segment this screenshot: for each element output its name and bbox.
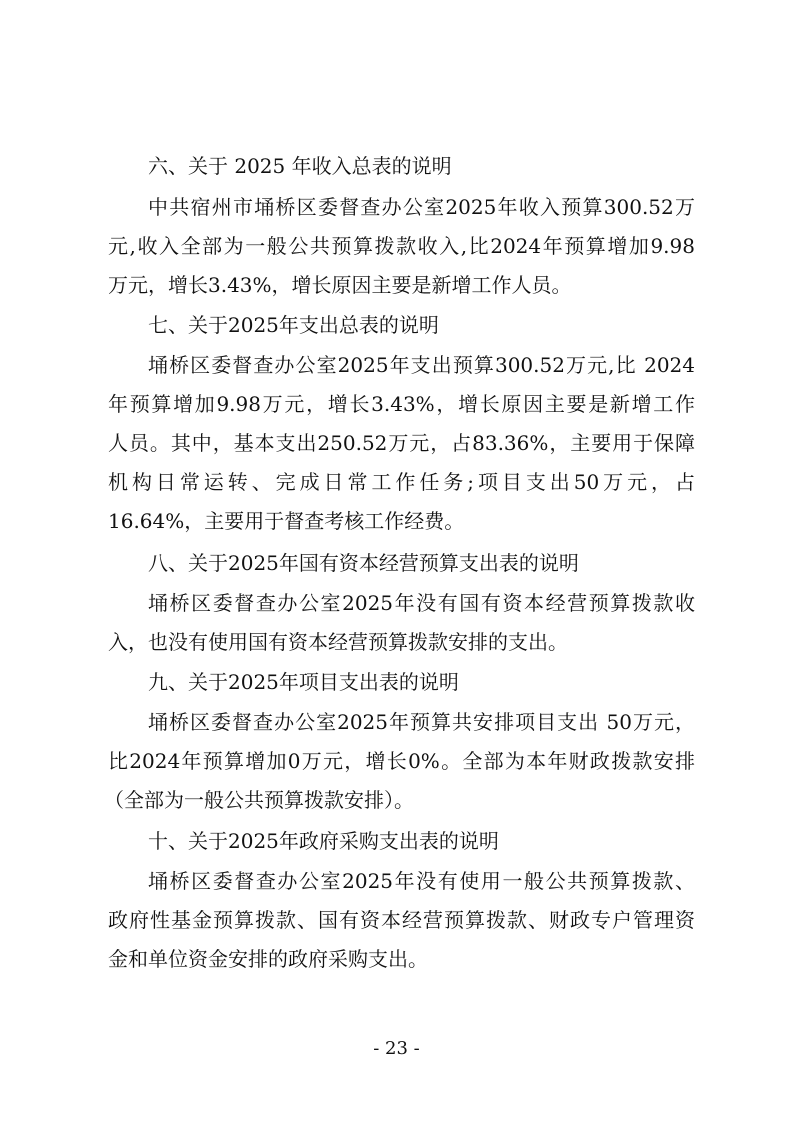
section-heading-8: 八、关于2025年国有资本经营预算支出表的说明: [148, 551, 579, 575]
paragraph-line: 万元，增长3.43%，增长原因主要是新增工作人员。: [108, 273, 572, 297]
paragraph-line: （全部为一般公共预算拨款安排）。: [104, 788, 414, 812]
paragraph-line: 埇桥区委督查办公室2025年没有国有资本经营预算拨款收: [148, 591, 695, 615]
paragraph-line: 入，也没有使用国有资本经营预算拨款安排的支出。: [108, 630, 568, 654]
section-heading-9: 九、关于2025年项目支出表的说明: [148, 670, 459, 694]
paragraph-line: 埇桥区委督查办公室2025年预算共安排项目支出 50万元，: [148, 710, 695, 734]
paragraph-line: 16.64%，主要用于督查考核工作经费。: [108, 509, 465, 533]
paragraph-line: 金和单位资金安排的政府采购支出。: [108, 947, 428, 971]
paragraph-line: 机构日常运转、完成日常工作任务;项目支出50万元，占: [108, 470, 695, 494]
page-number: - 23 -: [373, 1038, 420, 1059]
paragraph-line: 比2024年预算增加0万元，增长0%。全部为本年财政拨款安排: [108, 749, 695, 773]
section-heading-10: 十、关于2025年政府采购支出表的说明: [148, 829, 499, 853]
section-heading-7: 七、关于2025年支出总表的说明: [148, 313, 439, 337]
paragraph-line: 人员。其中，基本支出250.52万元，占83.36%，主要用于保障: [108, 431, 695, 455]
paragraph-line: 埇桥区委督查办公室2025年支出预算300.52万元,比 2024: [148, 353, 695, 377]
paragraph-line: 元,收入全部为一般公共预算拨款收入,比2024年预算增加9.98: [108, 234, 695, 258]
paragraph-line: 政府性基金预算拨款、国有资本经营预算拨款、财政专户管理资: [108, 908, 695, 932]
paragraph-line: 中共宿州市埇桥区委督查办公室2025年收入预算300.52万: [148, 195, 695, 219]
paragraph-line: 埇桥区委督查办公室2025年没有使用一般公共预算拨款、: [148, 869, 695, 893]
section-heading-6: 六、关于 2025 年收入总表的说明: [148, 154, 452, 178]
paragraph-line: 年预算增加9.98万元，增长3.43%，增长原因主要是新增工作: [108, 392, 695, 416]
